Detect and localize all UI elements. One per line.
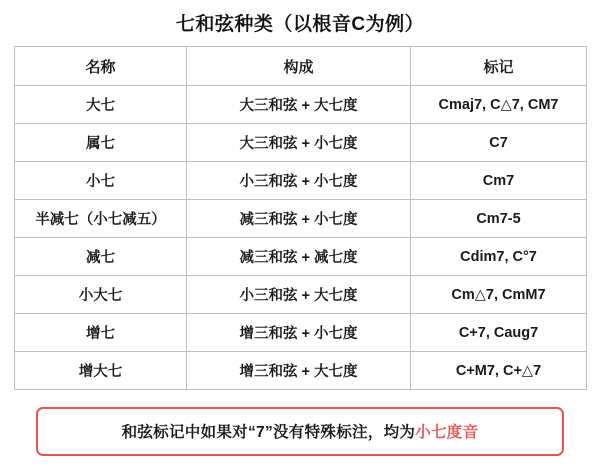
cell-composition: 大三和弦 + 大七度 bbox=[187, 86, 411, 124]
table-row bbox=[15, 276, 587, 314]
cell-composition: 大三和弦 + 小七度 bbox=[187, 124, 411, 162]
chord-table-container bbox=[0, 46, 600, 390]
table-row bbox=[15, 238, 587, 276]
cell-symbol: C+7, Caug7 bbox=[411, 314, 587, 352]
footnote-text: 和弦标记中如果对“7”没有特殊标注，均为 bbox=[121, 424, 416, 441]
table-row bbox=[15, 86, 587, 124]
table-row bbox=[15, 314, 587, 352]
cell-name: 属七 bbox=[15, 124, 187, 162]
chord-types-table bbox=[14, 46, 587, 390]
cell-composition: 减三和弦 + 减七度 bbox=[187, 238, 411, 276]
cell-symbol: Cm△7, CmM7 bbox=[411, 276, 587, 314]
cell-name: 小大七 bbox=[15, 276, 187, 314]
column-header-name: 名称 bbox=[15, 47, 187, 86]
cell-symbol: Cdim7, C°7 bbox=[411, 238, 587, 276]
cell-name: 半减七（小七减五） bbox=[15, 200, 187, 238]
cell-composition: 减三和弦 + 小七度 bbox=[187, 200, 411, 238]
cell-name: 小七 bbox=[15, 162, 187, 200]
cell-name: 增大七 bbox=[15, 352, 187, 390]
cell-composition: 小三和弦 + 小七度 bbox=[187, 162, 411, 200]
cell-symbol: Cm7-5 bbox=[411, 200, 587, 238]
column-header-composition: 构成 bbox=[187, 47, 411, 86]
cell-composition: 小三和弦 + 大七度 bbox=[187, 276, 411, 314]
table-row bbox=[15, 352, 587, 390]
cell-symbol: Cmaj7, C△7, CM7 bbox=[411, 86, 587, 124]
table-row bbox=[15, 124, 587, 162]
table-row bbox=[15, 200, 587, 238]
table-header-row bbox=[15, 47, 587, 86]
cell-composition: 增三和弦 + 小七度 bbox=[187, 314, 411, 352]
cell-name: 减七 bbox=[15, 238, 187, 276]
column-header-symbol: 标记 bbox=[411, 47, 587, 86]
cell-symbol: C+M7, C+△7 bbox=[411, 352, 587, 390]
page-title: 七和弦种类（以根音C为例） bbox=[175, 14, 425, 35]
cell-composition: 增三和弦 + 大七度 bbox=[187, 352, 411, 390]
cell-symbol: C7 bbox=[411, 124, 587, 162]
cell-name: 大七 bbox=[15, 86, 187, 124]
footnote-highlight: 小七度音 bbox=[415, 424, 479, 441]
cell-symbol: Cm7 bbox=[411, 162, 587, 200]
cell-name: 增七 bbox=[15, 314, 187, 352]
footnote-callout bbox=[36, 407, 564, 456]
table-row bbox=[15, 162, 587, 200]
